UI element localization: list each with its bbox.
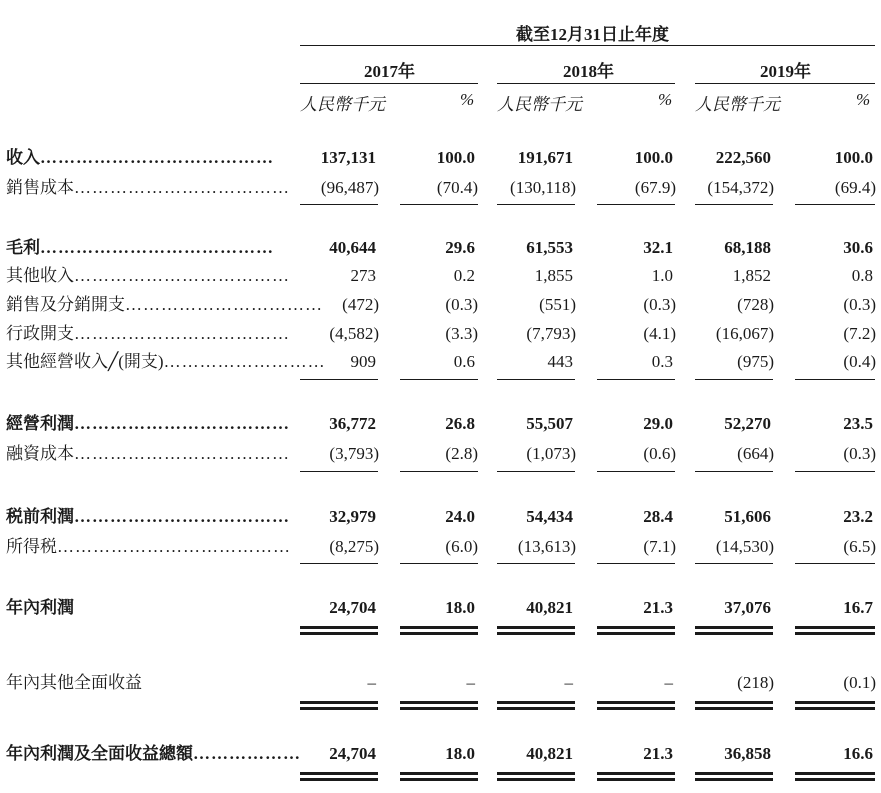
cell-finance-costs-2018-pct: (0.6) <box>643 444 676 463</box>
cell-oci-2018-amount: – <box>564 673 573 692</box>
row-label-finance-costs: 融資成本……………………………… <box>6 444 290 463</box>
cell-income-tax-2019-pct: (6.5) <box>843 537 876 556</box>
subtotal-line <box>597 379 675 380</box>
cell-gross-profit-2019-amount: 68,188 <box>724 238 771 257</box>
cell-gross-profit-2019-pct: 30.6 <box>843 238 873 257</box>
cell-selling-expenses-2019-pct: (0.3) <box>843 295 876 314</box>
subtotal-line <box>400 563 478 564</box>
cell-gross-profit-2017-amount: 40,644 <box>329 238 376 257</box>
cell-selling-expenses-2019-amount: (728) <box>737 295 774 314</box>
cell-profit-before-tax-2017-amount: 32,979 <box>329 507 376 526</box>
cell-other-income-2018-pct: 1.0 <box>651 266 673 285</box>
subtotal-line <box>400 471 478 472</box>
cell-other-income-2019-pct: 0.8 <box>851 266 873 285</box>
cell-profit-for-year-2018-amount: 40,821 <box>526 598 573 617</box>
cell-other-operating-2019-pct: (0.4) <box>843 352 876 371</box>
cell-total-2018-amount: 40,821 <box>526 744 573 763</box>
subtotal-line <box>597 563 675 564</box>
double-underline <box>695 778 773 781</box>
double-underline <box>795 632 875 635</box>
subtotal-line <box>597 471 675 472</box>
subtotal-line <box>695 471 773 472</box>
year-2018-header: 2018年 <box>563 62 614 81</box>
row-label-profit-before-tax: 税前利潤……………………………… <box>6 507 290 526</box>
cell-gross-profit-2018-amount: 61,553 <box>526 238 573 257</box>
cell-revenue-2018-amount: 191,671 <box>517 148 573 167</box>
double-underline <box>795 707 875 710</box>
subtotal-line <box>497 204 575 205</box>
cell-other-income-2018-amount: 1,855 <box>534 266 573 285</box>
row-label-total-comprehensive-income: 年內利潤及全面收益總額……………… <box>6 744 301 763</box>
cell-income-tax-2017-amount: (8,275) <box>329 537 379 556</box>
cell-gross-profit-2018-pct: 32.1 <box>643 238 673 257</box>
cell-oci-2019-amount: (218) <box>737 673 774 692</box>
row-label-other-operating: 其他經營收入╱(開支)……………………… <box>6 352 326 371</box>
cell-cost-of-sales-2017-pct: (70.4) <box>436 178 478 197</box>
double-underline <box>497 632 575 635</box>
unit-pct-2018: % <box>658 90 673 109</box>
double-underline <box>300 632 378 635</box>
cell-finance-costs-2018-amount: (1,073) <box>526 444 576 463</box>
cell-profit-before-tax-2018-amount: 54,434 <box>526 507 573 526</box>
cell-finance-costs-2019-pct: (0.3) <box>843 444 876 463</box>
unit-amount-2018: 人民幣千元 <box>497 95 582 114</box>
row-label-gross-profit: 毛利………………………………… <box>6 238 274 257</box>
subtotal-line <box>695 379 773 380</box>
double-underline <box>695 707 773 710</box>
cell-cost-of-sales-2018-amount: (130,118) <box>510 178 576 197</box>
cell-profit-for-year-2017-amount: 24,704 <box>329 598 376 617</box>
row-label-operating-profit: 經營利潤……………………………… <box>6 414 290 433</box>
subtotal-line <box>695 204 773 205</box>
row-label-income-tax: 所得税………………………………… <box>6 537 291 556</box>
row-label-admin-expenses: 行政開支……………………………… <box>6 324 290 343</box>
cell-admin-expenses-2018-amount: (7,793) <box>526 324 576 343</box>
row-label-revenue: 收入………………………………… <box>6 148 274 167</box>
row-label-other-comprehensive-income: 年內其他全面收益 <box>6 673 142 692</box>
cell-other-operating-2019-amount: (975) <box>737 352 774 371</box>
subtotal-line <box>400 379 478 380</box>
subtotal-line <box>795 471 875 472</box>
unit-amount-2019: 人民幣千元 <box>695 95 780 114</box>
period-underline <box>300 45 875 46</box>
cell-finance-costs-2019-amount: (664) <box>737 444 774 463</box>
cell-gross-profit-2017-pct: 29.6 <box>445 238 475 257</box>
cell-cost-of-sales-2018-pct: (67.9) <box>634 178 676 197</box>
row-label-cost-of-sales: 銷售成本……………………………… <box>6 178 290 197</box>
row-label-selling-expenses: 銷售及分銷開支…………………………… <box>6 295 323 314</box>
cell-income-tax-2018-amount: (13,613) <box>517 537 576 556</box>
double-underline <box>497 778 575 781</box>
cell-other-operating-2017-amount: 909 <box>350 352 376 371</box>
cell-other-operating-2018-pct: 0.3 <box>651 352 673 371</box>
subtotal-line <box>497 563 575 564</box>
double-underline <box>597 707 675 710</box>
year-2018-underline <box>497 83 675 84</box>
cell-total-2018-pct: 21.3 <box>643 744 673 763</box>
subtotal-line <box>695 563 773 564</box>
double-underline <box>400 707 478 710</box>
cell-selling-expenses-2018-amount: (551) <box>539 295 576 314</box>
subtotal-line <box>300 204 378 205</box>
cell-cost-of-sales-2019-pct: (69.4) <box>834 178 876 197</box>
cell-other-operating-2017-pct: 0.6 <box>453 352 475 371</box>
double-underline <box>795 778 875 781</box>
double-underline <box>597 778 675 781</box>
double-underline <box>400 632 478 635</box>
unit-pct-2017: % <box>460 90 475 109</box>
subtotal-line <box>497 471 575 472</box>
subtotal-line <box>795 379 875 380</box>
year-2019-underline <box>695 83 875 84</box>
cell-selling-expenses-2017-pct: (0.3) <box>445 295 478 314</box>
cell-oci-2017-amount: – <box>367 673 376 692</box>
cell-operating-profit-2017-amount: 36,772 <box>329 414 376 433</box>
cell-profit-before-tax-2019-pct: 23.2 <box>843 507 873 526</box>
double-underline <box>597 632 675 635</box>
double-underline <box>300 778 378 781</box>
cell-oci-2018-pct: – <box>664 673 673 692</box>
period-header: 截至12月31日止年度 <box>516 25 669 44</box>
subtotal-line <box>497 379 575 380</box>
double-underline <box>400 778 478 781</box>
double-underline <box>497 707 575 710</box>
cell-profit-for-year-2019-pct: 16.7 <box>843 598 873 617</box>
cell-revenue-2018-pct: 100.0 <box>634 148 673 167</box>
cell-operating-profit-2017-pct: 26.8 <box>445 414 475 433</box>
cell-finance-costs-2017-pct: (2.8) <box>445 444 478 463</box>
subtotal-line <box>300 563 378 564</box>
subtotal-line <box>795 204 875 205</box>
cell-income-tax-2019-amount: (14,530) <box>715 537 774 556</box>
cell-profit-before-tax-2018-pct: 28.4 <box>643 507 673 526</box>
cell-revenue-2017-pct: 100.0 <box>436 148 475 167</box>
cell-total-2019-pct: 16.6 <box>843 744 873 763</box>
cell-admin-expenses-2017-pct: (3.3) <box>445 324 478 343</box>
cell-total-2017-pct: 18.0 <box>445 744 475 763</box>
cell-income-tax-2018-pct: (7.1) <box>643 537 676 556</box>
cell-oci-2017-pct: – <box>466 673 475 692</box>
year-2017-underline <box>300 83 478 84</box>
cell-other-income-2017-amount: 273 <box>350 266 376 285</box>
subtotal-line <box>597 204 675 205</box>
subtotal-line <box>400 204 478 205</box>
cell-cost-of-sales-2019-amount: (154,372) <box>707 178 774 197</box>
cell-profit-before-tax-2017-pct: 24.0 <box>445 507 475 526</box>
cell-total-2017-amount: 24,704 <box>329 744 376 763</box>
cell-operating-profit-2019-pct: 23.5 <box>843 414 873 433</box>
cell-finance-costs-2017-amount: (3,793) <box>329 444 379 463</box>
unit-amount-2017: 人民幣千元 <box>300 95 385 114</box>
cell-revenue-2019-amount: 222,560 <box>715 148 771 167</box>
cell-admin-expenses-2018-pct: (4.1) <box>643 324 676 343</box>
year-2017-header: 2017年 <box>364 62 415 81</box>
cell-other-operating-2018-amount: 443 <box>547 352 573 371</box>
cell-profit-for-year-2019-amount: 37,076 <box>724 598 771 617</box>
cell-oci-2019-pct: (0.1) <box>843 673 876 692</box>
year-2019-header: 2019年 <box>760 62 811 81</box>
unit-pct-2019: % <box>856 90 871 109</box>
cell-profit-before-tax-2019-amount: 51,606 <box>724 507 771 526</box>
row-label-other-income: 其他收入……………………………… <box>6 266 290 285</box>
cell-operating-profit-2019-amount: 52,270 <box>724 414 771 433</box>
cell-selling-expenses-2018-pct: (0.3) <box>643 295 676 314</box>
cell-other-income-2019-amount: 1,852 <box>732 266 771 285</box>
cell-profit-for-year-2018-pct: 21.3 <box>643 598 673 617</box>
cell-revenue-2019-pct: 100.0 <box>834 148 873 167</box>
double-underline <box>300 707 378 710</box>
subtotal-line <box>300 379 378 380</box>
double-underline <box>695 632 773 635</box>
cell-operating-profit-2018-pct: 29.0 <box>643 414 673 433</box>
cell-total-2019-amount: 36,858 <box>724 744 771 763</box>
cell-admin-expenses-2019-amount: (16,067) <box>715 324 774 343</box>
cell-income-tax-2017-pct: (6.0) <box>445 537 478 556</box>
cell-revenue-2017-amount: 137,131 <box>320 148 376 167</box>
subtotal-line <box>300 471 378 472</box>
cell-other-income-2017-pct: 0.2 <box>453 266 475 285</box>
cell-cost-of-sales-2017-amount: (96,487) <box>320 178 379 197</box>
cell-admin-expenses-2017-amount: (4,582) <box>329 324 379 343</box>
subtotal-line <box>795 563 875 564</box>
cell-selling-expenses-2017-amount: (472) <box>342 295 379 314</box>
cell-profit-for-year-2017-pct: 18.0 <box>445 598 475 617</box>
cell-operating-profit-2018-amount: 55,507 <box>526 414 573 433</box>
row-label-profit-for-year: 年內利潤 <box>6 598 74 617</box>
cell-admin-expenses-2019-pct: (7.2) <box>843 324 876 343</box>
